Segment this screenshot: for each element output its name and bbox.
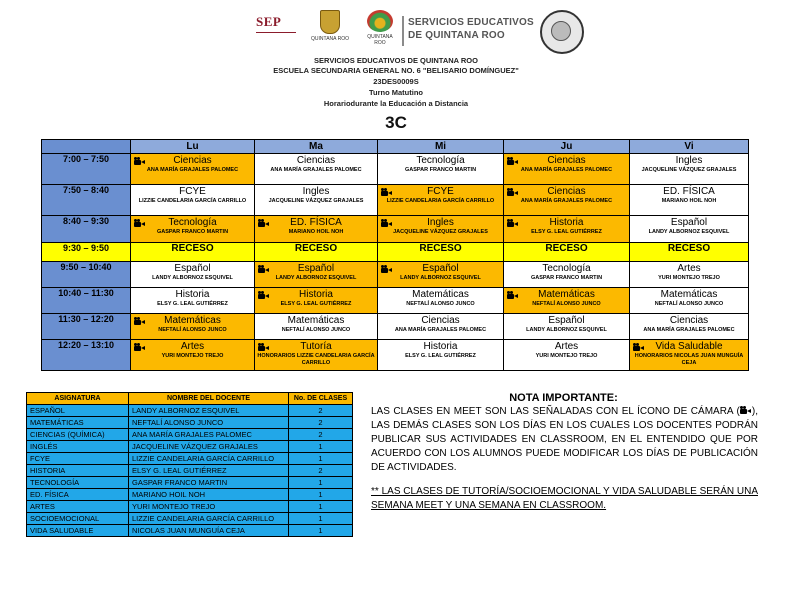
class-cell: [630, 216, 749, 243]
class-subject: Tutoría: [300, 341, 332, 352]
class-cell: [378, 314, 504, 340]
schedule-header-row: [42, 140, 749, 154]
class-subject: Español: [548, 315, 585, 326]
class-subject: Matemáticas: [538, 289, 595, 300]
class-cell: [378, 262, 504, 288]
sep-logo-text: SEP: [256, 14, 282, 29]
legend-header-row: [27, 393, 353, 405]
legend-count: 1: [289, 477, 353, 489]
legend-subject: VIDA SALUDABLE: [27, 525, 129, 537]
class-cell: [504, 314, 630, 340]
header-line-2: ESCUELA SECUNDARIA GENERAL NO. 6 "BELISARIO DOMÍNGUEZ": [273, 66, 519, 75]
schedule-row: [42, 340, 749, 371]
video-camera-icon: [258, 265, 270, 274]
class-teacher: GASPAR FRANCO MARTIN: [404, 167, 477, 173]
legend-row: [27, 453, 353, 465]
legend-count: 2: [289, 405, 353, 417]
legend-count: 2: [289, 465, 353, 477]
note-footer: ** LAS CLASES DE TUTORÍA/SOCIOEMOCIONAL Y VIDA SALUDABLE SERÁN UNA SEMANA MEET Y UNA SEMANA EN CLASSROOM.: [371, 486, 758, 511]
legend-row: [27, 525, 353, 537]
legend-count: 1: [289, 441, 353, 453]
class-cell: [504, 262, 630, 288]
legend-count: 1: [289, 525, 353, 537]
class-teacher: LIZZIE CANDELARIA GARCÍA CARRILLO: [386, 198, 495, 204]
class-teacher: ELSY G. LEAL GUTIÉRREZ: [531, 229, 602, 235]
header-line-4: Turno Matutino: [368, 88, 423, 97]
class-cell: [504, 288, 630, 314]
class-teacher: MARIANO HOIL NOH: [288, 229, 344, 235]
class-subject: Historia: [549, 217, 584, 228]
class-teacher: HONORARIOS LIZZIE CANDELARIA GARCÍA CARRILLO: [257, 353, 375, 366]
video-camera-icon: [381, 219, 393, 228]
class-teacher: LANDY ALBORNOZ ESQUIVEL: [526, 327, 607, 333]
class-cell: [255, 154, 378, 185]
class-cell: [504, 340, 630, 371]
class-subject: Matemáticas: [287, 315, 345, 326]
class-cell: [255, 262, 378, 288]
video-camera-icon: [507, 188, 519, 197]
class-subject: Español: [297, 263, 335, 274]
schedule-row: [42, 288, 749, 314]
class-subject: FCYE: [427, 186, 454, 197]
class-teacher: NEFTALÍ ALONSO JUNCO: [281, 327, 351, 333]
time-slot: 8:40 – 9:30: [42, 216, 131, 243]
class-teacher: LANDY ALBORNOZ ESQUIVEL: [275, 275, 357, 281]
class-teacher: LANDY ALBORNOZ ESQUIVEL: [152, 275, 233, 281]
class-cell: [378, 154, 504, 185]
class-cell: [630, 154, 749, 185]
class-cell: [378, 185, 504, 216]
class-teacher: ELSY G. LEAL GUTIÉRREZ: [405, 353, 476, 359]
class-subject: Vida Saludable: [655, 341, 723, 352]
legend-teacher: NEFTALÍ ALONSO JUNCO: [129, 417, 289, 429]
day-header-2: Mi: [378, 140, 504, 154]
receso-row: [42, 243, 749, 262]
video-camera-icon: [507, 157, 519, 166]
legend-subject: INGLÉS: [27, 441, 129, 453]
class-subject: FCYE: [179, 186, 206, 197]
legend-table: [26, 392, 353, 537]
class-subject: Ingles: [427, 217, 454, 228]
time-slot: 9:50 – 10:40: [42, 262, 131, 288]
seq-wordmark: SERVICIOS EDUCATIVOS DE QUINTANA ROO: [402, 16, 548, 46]
legend-header-subject: ASIGNATURA: [27, 393, 129, 405]
legend-teacher: JACQUELINE VÁZQUEZ GRAJALES: [129, 441, 289, 453]
class-cell: [255, 340, 378, 371]
class-subject: Ciencias: [547, 155, 586, 166]
video-camera-icon: [258, 291, 270, 300]
header-line-5: Horariodurante la Educación a Distancia: [323, 99, 469, 108]
day-header-0: Lu: [131, 140, 255, 154]
class-subject: Tecnología: [168, 217, 217, 228]
class-subject: Ciencias: [421, 315, 460, 326]
class-cell: [131, 288, 255, 314]
legend-teacher: ANA MARÍA GRAJALES PALOMEC: [129, 429, 289, 441]
class-teacher: ELSY G. LEAL GUTIÉRREZ: [157, 301, 228, 307]
class-cell: [630, 262, 749, 288]
video-camera-icon: [134, 219, 146, 228]
legend-count: 1: [289, 513, 353, 525]
video-camera-icon: [507, 219, 519, 228]
video-camera-icon: [134, 343, 146, 352]
class-subject: ED. FÍSICA: [663, 186, 715, 197]
class-teacher: MARIANO HOIL NOH: [661, 198, 717, 204]
video-camera-icon: [134, 317, 146, 326]
class-teacher: YURI MONTEJO TREJO: [658, 275, 720, 281]
class-cell: [630, 288, 749, 314]
class-cell: [504, 154, 630, 185]
class-teacher: YURI MONTEJO TREJO: [535, 353, 598, 359]
class-subject: Ciencias: [547, 186, 586, 197]
legend-teacher: ELSY G. LEAL GUTIÉRREZ: [129, 465, 289, 477]
class-cell: [255, 314, 378, 340]
header-line-3: 23DES0009S: [373, 77, 419, 86]
class-teacher: NEFTALÍ ALONSO JUNCO: [532, 301, 601, 307]
class-teacher: NEFTALÍ ALONSO JUNCO: [654, 301, 724, 307]
class-subject: Matemáticas: [660, 289, 718, 300]
class-cell: [378, 288, 504, 314]
class-teacher: ANA MARÍA GRAJALES PALOMEC: [643, 327, 735, 333]
video-camera-icon: [258, 219, 270, 228]
class-cell: [131, 185, 255, 216]
legend-count: 2: [289, 417, 353, 429]
time-slot: 9:30 – 9:50: [42, 243, 131, 262]
class-subject: Historia: [175, 289, 210, 300]
class-teacher: NEFTALÍ ALONSO JUNCO: [406, 301, 475, 307]
legend-row: [27, 465, 353, 477]
legend-subject: HISTORIA: [27, 465, 129, 477]
class-teacher: LANDY ALBORNOZ ESQUIVEL: [648, 229, 730, 235]
schedule-row: [42, 314, 749, 340]
note-title: NOTA IMPORTANTE:: [509, 392, 618, 404]
legend-teacher: GASPAR FRANCO MARTIN: [129, 477, 289, 489]
class-cell: [630, 340, 749, 371]
class-teacher: LANDY ALBORNOZ ESQUIVEL: [400, 275, 481, 281]
class-teacher: GASPAR FRANCO MARTIN: [156, 229, 229, 235]
class-cell: [504, 185, 630, 216]
video-camera-icon: [381, 265, 393, 274]
video-camera-icon: [134, 157, 146, 166]
legend-count: 1: [289, 453, 353, 465]
class-subject: Ingles: [675, 155, 703, 166]
legend-subject: TECNOLOGÍA: [27, 477, 129, 489]
day-header-1: Ma: [255, 140, 378, 154]
legend-teacher: LANDY ALBORNOZ ESQUIVEL: [129, 405, 289, 417]
class-teacher: ANA MARÍA GRAJALES PALOMEC: [146, 167, 239, 173]
class-subject: Ciencias: [669, 315, 709, 326]
class-cell: [630, 314, 749, 340]
class-subject: Historia: [299, 289, 333, 300]
class-cell: [255, 185, 378, 216]
class-subject: Artes: [180, 341, 205, 352]
legend-count: 1: [289, 489, 353, 501]
video-camera-icon: [258, 343, 270, 352]
legend-subject: SOCIOEMOCIONAL: [27, 513, 129, 525]
legend-row: [27, 489, 353, 501]
schedule-row: [42, 185, 749, 216]
class-subject: Artes: [554, 341, 579, 352]
class-cell: [131, 216, 255, 243]
class-cell: [131, 262, 255, 288]
legend-row: [27, 501, 353, 513]
class-teacher: ANA MARÍA GRAJALES PALOMEC: [270, 167, 362, 173]
shield-icon: [320, 10, 340, 34]
schedule-row: [42, 216, 749, 243]
legend-teacher: LIZZIE CANDELARIA GARCÍA CARRILLO: [129, 453, 289, 465]
legend-teacher: LIZZIE CANDELARIA GARCÍA CARRILLO: [129, 513, 289, 525]
class-cell: [504, 216, 630, 243]
class-cell: [131, 154, 255, 185]
class-teacher: LIZZIE CANDELARIA GARCÍA CARRILLO: [138, 198, 247, 204]
legend-subject: ED. FÍSICA: [27, 489, 129, 501]
legend-header-count: No. DE CLASES: [289, 393, 353, 405]
legend-teacher: MARIANO HOIL NOH: [129, 489, 289, 501]
class-subject: Español: [174, 263, 211, 274]
note-body: LAS CLASES EN MEET SON LAS SEÑALADAS CON EL ÍCONO DE CÁMARA ( ), LAS DEMÁS CLASES SON LOS DÍAS EN LOS CUALES LOS DOCENTES PODRÁN PUBLICAR SUS ACTIVIDADES EN CLASSROOM, EN EL ENTENDIDO QUE POR ACUERDO CON LOS ALUMNOS PUEDE MODIFICAR LOS DÍAS DE PUBLICACIÓN DE ACTIVIDADES.: [371, 406, 758, 473]
time-slot: 12:20 – 13:10: [42, 340, 131, 371]
class-subject: Matemáticas: [412, 289, 469, 300]
day-header-3: Ju: [504, 140, 630, 154]
video-camera-icon: [507, 291, 519, 300]
class-teacher: NEFTALÍ ALONSO JUNCO: [158, 327, 227, 333]
legend-subject: CIENCIAS (QUÍMICA): [27, 429, 129, 441]
class-teacher: JACQUELINE VÁZQUEZ GRAJALES: [393, 229, 488, 235]
class-subject: Historia: [423, 341, 458, 352]
legend-teacher: NICOLAS JUAN MUNGUÍA CEJA: [129, 525, 289, 537]
class-cell: [131, 340, 255, 371]
time-slot: 10:40 – 11:30: [42, 288, 131, 314]
schedule-table: [41, 139, 749, 371]
class-teacher: HONORARIOS NICOLAS JUAN MUNGUÍA CEJA: [634, 353, 744, 366]
quintana-roo-logo: QUINTANA ROO: [306, 10, 354, 54]
class-cell: [378, 340, 504, 371]
class-subject: Ingles: [302, 186, 330, 197]
video-camera-icon: [633, 343, 645, 352]
time-slot: 11:30 – 12:20: [42, 314, 131, 340]
legend-row: [27, 417, 353, 429]
schedule-row: [42, 154, 749, 185]
legend-subject: ARTES: [27, 501, 129, 513]
flower-icon: [367, 10, 393, 32]
class-teacher: JACQUELINE VÁZQUEZ GRAJALES: [641, 167, 737, 173]
schedule-row: [42, 262, 749, 288]
header-logos: [250, 10, 580, 54]
legend-subject: ESPAÑOL: [27, 405, 129, 417]
class-subject: Ciencias: [173, 155, 212, 166]
video-camera-icon: [740, 406, 752, 415]
class-teacher: ANA MARÍA GRAJALES PALOMEC: [394, 327, 487, 333]
class-subject: Español: [670, 217, 708, 228]
class-cell: [255, 216, 378, 243]
class-cell: [630, 185, 749, 216]
class-cell: [378, 216, 504, 243]
receso-cell: RECESO: [630, 243, 749, 262]
school-seal-logo: [540, 10, 584, 54]
time-slot: 7:50 – 8:40: [42, 185, 131, 216]
receso-cell: RECESO: [131, 243, 255, 262]
legend-row: [27, 405, 353, 417]
time-slot: 7:00 – 7:50: [42, 154, 131, 185]
class-subject: Artes: [677, 263, 701, 274]
header-line-1: SERVICIOS EDUCATIVOS DE QUINTANA ROO: [314, 56, 478, 65]
receso-cell: RECESO: [378, 243, 504, 262]
legend-row: [27, 429, 353, 441]
class-subject: ED. FÍSICA: [290, 217, 342, 228]
legend-teacher: YURI MONTEJO TREJO: [129, 501, 289, 513]
legend-subject: MATEMÁTICAS: [27, 417, 129, 429]
legend-count: 1: [289, 501, 353, 513]
legend-row: [27, 441, 353, 453]
class-teacher: ANA MARÍA GRAJALES PALOMEC: [520, 167, 613, 173]
video-camera-icon: [381, 188, 393, 197]
class-cell: [255, 288, 378, 314]
legend-row: [27, 513, 353, 525]
class-subject: Ciencias: [296, 155, 336, 166]
seq-flower-logo: QUINTANA ROO: [362, 10, 398, 54]
class-teacher: YURI MONTEJO TREJO: [161, 353, 224, 359]
schedule-corner: [42, 140, 131, 154]
class-subject: Tecnología: [542, 263, 591, 274]
important-note: [371, 392, 758, 513]
class-subject: Tecnología: [416, 155, 465, 166]
receso-cell: RECESO: [504, 243, 630, 262]
class-teacher: JACQUELINE VÁZQUEZ GRAJALES: [268, 198, 364, 204]
sep-logo: [250, 12, 302, 52]
class-subject: Matemáticas: [164, 315, 221, 326]
class-subject: Español: [422, 263, 459, 274]
legend-header-teacher: NOMBRE DEL DOCENTE: [129, 393, 289, 405]
legend-row: [27, 477, 353, 489]
class-teacher: GASPAR FRANCO MARTIN: [530, 275, 603, 281]
receso-cell: RECESO: [255, 243, 378, 262]
legend-subject: FCYE: [27, 453, 129, 465]
legend-count: 2: [289, 429, 353, 441]
class-cell: [131, 314, 255, 340]
class-teacher: ANA MARÍA GRAJALES PALOMEC: [520, 198, 613, 204]
class-teacher: ELSY G. LEAL GUTIÉRREZ: [280, 301, 352, 307]
group-title: 3C: [385, 113, 407, 132]
day-header-4: Vi: [630, 140, 749, 154]
